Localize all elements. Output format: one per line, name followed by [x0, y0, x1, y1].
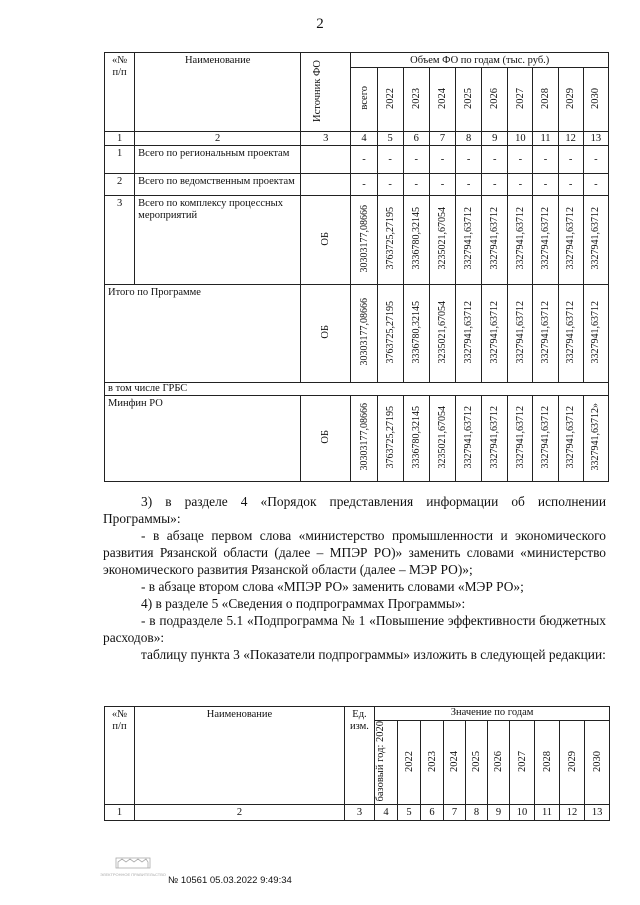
- row-source: [301, 174, 351, 196]
- paragraph-section-5: 4) в разделе 5 «Сведения о подпрограммах Программы»:: [141, 596, 466, 611]
- value-cell: -: [533, 174, 558, 196]
- year-header-2027: 2027: [508, 68, 533, 132]
- t2-col-header-name: Наименование: [135, 707, 345, 805]
- minfin-value-cell: 3336780,32145: [403, 396, 429, 482]
- value-cell: -: [583, 174, 608, 196]
- row-name: Всего по ведомственным проектам: [135, 174, 301, 196]
- index-cell: 7: [429, 132, 455, 146]
- value-cell: -: [533, 146, 558, 174]
- value-cell: 3235021,67054: [429, 196, 455, 285]
- t2-index-cell: 12: [560, 805, 585, 821]
- row-name: Всего по региональным проектам: [135, 146, 301, 174]
- value-cell: -: [456, 174, 482, 196]
- total-value-cell: 3336780,32145: [403, 285, 429, 383]
- year-header-2030: 2030: [583, 68, 608, 132]
- t2-col-header-num: «№ п/п: [105, 707, 135, 805]
- value-cell: -: [482, 174, 508, 196]
- t2-index-cell: 2: [135, 805, 345, 821]
- t2-index-cell: 1: [105, 805, 135, 821]
- value-cell: -: [508, 174, 533, 196]
- minfin-value-cell: 30303177,08666: [351, 396, 377, 482]
- value-cell: -: [403, 146, 429, 174]
- value-cell: 3327941,63712: [456, 196, 482, 285]
- t2-index-cell: 4: [375, 805, 398, 821]
- t2-year-header-2028: 2028: [535, 721, 560, 805]
- row-source: [301, 146, 351, 174]
- value-cell: -: [351, 146, 377, 174]
- paragraph-section-4: 3) в разделе 4 «Порядок представления информации об исполнении Программы»:: [103, 494, 606, 526]
- paragraph-table-instruction: таблицу пункта 3 «Показатели подпрограммы» изложить в следующей редакции:: [141, 647, 606, 662]
- minfin-value-cell: 3763725,27195: [377, 396, 403, 482]
- value-cell: 3327941,63712: [558, 196, 583, 285]
- t2-index-cell: 9: [488, 805, 510, 821]
- index-cell: 5: [377, 132, 403, 146]
- value-cell: 3336780,32145: [403, 196, 429, 285]
- year-header-2024: 2024: [429, 68, 455, 132]
- total-value-cell: 3327941,63712: [482, 285, 508, 383]
- t2-index-cell: 7: [444, 805, 466, 821]
- amendment-text: [103, 493, 606, 663]
- total-value-cell: 3327941,63712: [456, 285, 482, 383]
- index-cell: 10: [508, 132, 533, 146]
- total-value-cell: 3327941,63712: [583, 285, 608, 383]
- total-row-source: ОБ: [301, 285, 351, 383]
- value-cell: -: [558, 146, 583, 174]
- t2-year-header-2026: 2026: [488, 721, 510, 805]
- total-row-name: Итого по Программе: [105, 285, 301, 383]
- total-value-cell: 3327941,63712: [558, 285, 583, 383]
- row-num: 2: [105, 174, 135, 196]
- document-stamp: № 10561 05.03.2022 9:49:34: [168, 875, 292, 886]
- total-value-cell: 3327941,63712: [508, 285, 533, 383]
- grbs-label: в том числе ГРБС: [105, 383, 609, 396]
- row-name: Всего по комплексу процессных мероприятий: [135, 196, 301, 285]
- svg-text:ЭЛЕКТРОННОЕ ПРАВИТЕЛЬСТВО: ЭЛЕКТРОННОЕ ПРАВИТЕЛЬСТВО: [100, 872, 166, 877]
- index-cell: 8: [456, 132, 482, 146]
- value-cell: -: [429, 146, 455, 174]
- value-cell: 3327941,63712: [583, 196, 608, 285]
- row-source: ОБ: [301, 196, 351, 285]
- value-cell: 3763725,27195: [377, 196, 403, 285]
- t2-base-year-header: базовый год: 2020: [375, 721, 398, 805]
- year-header-2023: 2023: [403, 68, 429, 132]
- minfin-value-cell: 3235021,67054: [429, 396, 455, 482]
- minfin-row-source: ОБ: [301, 396, 351, 482]
- value-cell: 3327941,63712: [482, 196, 508, 285]
- value-cell: -: [429, 174, 455, 196]
- t2-year-header-2030: 2030: [585, 721, 610, 805]
- row-num: 1: [105, 146, 135, 174]
- index-cell: 4: [351, 132, 377, 146]
- e-government-logo: [100, 855, 166, 879]
- value-cell: -: [583, 146, 608, 174]
- t2-index-cell: 8: [466, 805, 488, 821]
- t2-year-header-2024: 2024: [444, 721, 466, 805]
- index-cell: 12: [558, 132, 583, 146]
- t2-index-cell: 5: [398, 805, 421, 821]
- year-header-2028: 2028: [533, 68, 558, 132]
- col-header-num: «№ п/п: [105, 53, 135, 132]
- minfin-row-name: Минфин РО: [105, 396, 301, 482]
- row-num: 3: [105, 196, 135, 285]
- value-cell: -: [508, 146, 533, 174]
- value-cell: -: [558, 174, 583, 196]
- t2-index-cell: 11: [535, 805, 560, 821]
- total-value-cell: 30303177,08666: [351, 285, 377, 383]
- year-header-total: всего: [351, 68, 377, 132]
- col-header-name: Наименование: [135, 53, 301, 132]
- funding-table: [104, 52, 609, 482]
- t2-year-header-2029: 2029: [560, 721, 585, 805]
- index-cell: 3: [301, 132, 351, 146]
- indicators-table: [104, 706, 610, 821]
- value-cell: -: [351, 174, 377, 196]
- minfin-value-cell: 3327941,63712: [456, 396, 482, 482]
- t2-col-header-unit: Ед. изм.: [345, 707, 375, 805]
- minfin-value-cell: 3327941,63712: [482, 396, 508, 482]
- minfin-value-cell: 3327941,63712: [558, 396, 583, 482]
- t2-index-cell: 10: [510, 805, 535, 821]
- col-header-volume: Объем ФО по годам (тыс. руб.): [351, 53, 609, 68]
- total-value-cell: 3327941,63712: [533, 285, 558, 383]
- page-number: 2: [316, 16, 324, 32]
- value-cell: -: [403, 174, 429, 196]
- t2-index-cell: 6: [421, 805, 444, 821]
- t2-year-header-2025: 2025: [466, 721, 488, 805]
- year-header-2022: 2022: [377, 68, 403, 132]
- t2-col-header-values: Значение по годам: [375, 707, 610, 721]
- year-header-2025: 2025: [456, 68, 482, 132]
- year-header-2026: 2026: [482, 68, 508, 132]
- minfin-value-cell: 3327941,63712: [508, 396, 533, 482]
- t2-year-header-2022: 2022: [398, 721, 421, 805]
- paragraph-second-abzac: - в абзаце втором слова «МПЭР РО» заменить словами «МЭР РО»;: [141, 579, 524, 594]
- t2-index-cell: 3: [345, 805, 375, 821]
- value-cell: -: [456, 146, 482, 174]
- value-cell: -: [482, 146, 508, 174]
- paragraph-first-abzac: - в абзаце первом слова «министерство промышленности и экономического развития Рязанской области (далее – МПЭР РО)» заменить словами «министерство экономического развития Рязанской области (далее – МЭР РО)»;: [103, 528, 606, 577]
- t2-year-header-2023: 2023: [421, 721, 444, 805]
- total-value-cell: 3235021,67054: [429, 285, 455, 383]
- minfin-value-cell: 3327941,63712»: [583, 396, 608, 482]
- t2-year-header-2027: 2027: [510, 721, 535, 805]
- index-cell: 1: [105, 132, 135, 146]
- value-cell: -: [377, 174, 403, 196]
- total-value-cell: 3763725,27195: [377, 285, 403, 383]
- col-header-source: Источник ФО: [301, 53, 351, 132]
- paragraph-subsection: - в подразделе 5.1 «Подпрограмма № 1 «Повышение эффективности бюджетных расходов»:: [103, 613, 606, 645]
- index-cell: 9: [482, 132, 508, 146]
- index-cell: 2: [135, 132, 301, 146]
- value-cell: 30303177,08666: [351, 196, 377, 285]
- value-cell: 3327941,63712: [533, 196, 558, 285]
- t2-index-cell: 13: [585, 805, 610, 821]
- index-cell: 6: [403, 132, 429, 146]
- minfin-value-cell: 3327941,63712: [533, 396, 558, 482]
- index-cell: 11: [533, 132, 558, 146]
- year-header-2029: 2029: [558, 68, 583, 132]
- value-cell: 3327941,63712: [508, 196, 533, 285]
- index-cell: 13: [583, 132, 608, 146]
- value-cell: -: [377, 146, 403, 174]
